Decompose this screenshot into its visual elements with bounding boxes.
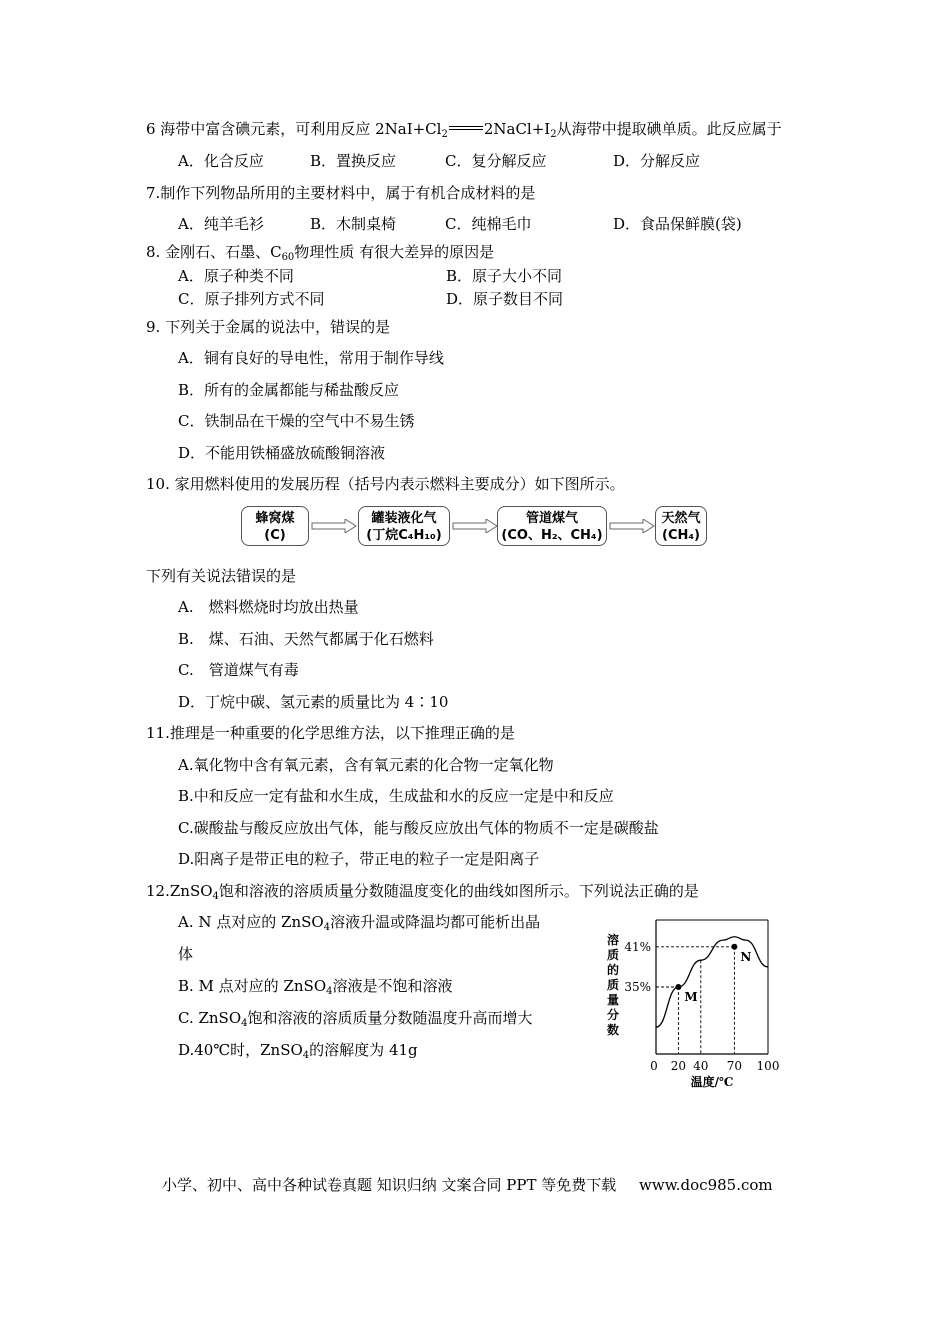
q6-option-c: C．复分解反应 xyxy=(445,152,547,170)
y-axis-label xyxy=(607,932,619,1037)
x-tick-label: 70 xyxy=(726,1059,743,1073)
flow-box-3 xyxy=(497,506,607,546)
q6-stem: 6 海带中富含碘元素，可利用反应 $2NaI+Cl_2$ $2NaCl+I_2$从海带中提取碘单质。此反应属于 xyxy=(146,120,782,140)
flow-arrow-icon xyxy=(311,519,357,533)
flow-arrow-icon xyxy=(609,519,655,533)
q6-option-b: B．置换反应 xyxy=(310,152,397,170)
q9-option-b: B．所有的金属都能与稀盐酸反应 xyxy=(178,381,400,399)
flow-formula: (C) xyxy=(264,528,286,543)
x-tick-labels xyxy=(650,1059,779,1073)
q11-option-a: A.氧化物中含有氧元素，含有氧元素的化合物一定氧化物 xyxy=(178,756,554,774)
x-tick-label: 40 xyxy=(693,1059,709,1073)
y-tick-labels xyxy=(624,940,651,994)
q10-option-b: B. 煤、石油、天然气都属于化石燃料 xyxy=(178,630,434,648)
q12-option-c: C. ZnSO$_4$饱和溶液的溶质质量分数随温度升高而增大 xyxy=(178,1009,533,1029)
y-axis-label-char: 的 xyxy=(606,963,620,977)
q10-option-c: C. 管道煤气有毒 xyxy=(178,661,299,679)
footer-url[interactable]: www.doc985.com xyxy=(639,1176,773,1194)
q9-option-d: D．不能用铁桶盛放硫酸铜溶液 xyxy=(178,444,386,462)
q7-stem: 7.制作下列物品所用的主要材料中，属于有机合成材料的是 xyxy=(146,184,536,202)
flow-formula: (CO、H₂、CH₄) xyxy=(501,528,603,543)
q8-stem: 8. 金刚石、石墨、$C_{60}$物理性质 有很大差异的原因是 xyxy=(146,243,495,263)
q7-option-a: A．纯羊毛衫 xyxy=(178,215,264,233)
flow-formula: (丁烷C₄H₁₀) xyxy=(366,528,442,543)
data-point-label-m: M xyxy=(684,990,698,1004)
x-tick-label: 100 xyxy=(756,1059,780,1073)
data-points xyxy=(675,944,751,1004)
q8-option-d: D．原子数目不同 xyxy=(446,290,564,308)
q12-option-a: A. N 点对应的 ZnSO$_4$溶液升温或降温均都可能析出晶 xyxy=(178,913,541,933)
q11-option-d: D.阳离子是带正电的粒子，带正电的粒子一定是阳离子 xyxy=(178,850,540,868)
y-axis-label-char: 分 xyxy=(606,1008,620,1022)
q11-stem: 11.推理是一种重要的化学思维方法，以下推理正确的是 xyxy=(146,724,515,742)
data-point-n xyxy=(731,944,737,950)
flow-name: 天然气 xyxy=(661,511,701,526)
flow-arrow-icon xyxy=(452,519,498,533)
q12-option-b: B. M 点对应的 ZnSO$_4$溶液是不饱和溶液 xyxy=(178,977,453,997)
flow-box-2 xyxy=(358,506,450,546)
y-axis-label-char: 溶 xyxy=(606,933,620,947)
data-point-m xyxy=(675,984,681,990)
x-tick-label: 20 xyxy=(670,1059,687,1073)
x-tick-label: 0 xyxy=(650,1059,658,1073)
x-axis-label: 温度/℃ xyxy=(690,1075,734,1089)
q8-option-a: A．原子种类不同 xyxy=(178,267,294,285)
footer xyxy=(162,1174,773,1195)
y-axis-label-char: 数 xyxy=(606,1023,620,1037)
q8-option-c: C．原子排列方式不同 xyxy=(178,290,325,308)
q11-option-b: B.中和反应一定有盐和水生成，生成盐和水的反应一定是中和反应 xyxy=(178,787,614,805)
q6-option-a: A．化合反应 xyxy=(178,152,264,170)
q6-option-d: D．分解反应 xyxy=(613,152,701,170)
flow-box-1 xyxy=(241,506,309,546)
y-tick-label: 35% xyxy=(624,980,651,994)
q12-option-d: D.40℃时，ZnSO$_4$的溶解度为 41g xyxy=(178,1041,418,1061)
q12-option-a-cont: 体 xyxy=(178,945,194,963)
q10-stem: 10. 家用燃料使用的发展历程（括号内表示燃料主要成分）如下图所示。 xyxy=(146,475,625,493)
flow-formula: (CH₄) xyxy=(662,528,700,543)
q10-option-a: A. 燃料燃烧时均放出热量 xyxy=(178,598,359,616)
equals-sign xyxy=(449,126,483,130)
q11-option-c: C.碳酸盐与酸反应放出气体，能与酸反应放出气体的物质不一定是碳酸盐 xyxy=(178,819,659,837)
q10-lead: 下列有关说法错误的是 xyxy=(146,567,297,585)
q7-option-d: D．食品保鲜膜(袋) xyxy=(613,215,742,233)
flow-name: 管道煤气 xyxy=(525,511,578,526)
solubility-chart xyxy=(596,908,796,1098)
q7-option-c: C．纯棉毛巾 xyxy=(445,215,532,233)
q12-stem: 12.ZnSO$_4$饱和溶液的溶质质量分数随温度变化的曲线如图所示。下列说法正确的是 xyxy=(146,882,699,902)
flow-name: 蜂窝煤 xyxy=(255,511,295,526)
flow-name: 罐装液化气 xyxy=(371,511,437,526)
footer-text: 小学、初中、高中各种试卷真题 知识归纳 文案合同 PPT 等免费下载 xyxy=(162,1176,617,1194)
q7-option-b: B．木制桌椅 xyxy=(310,215,397,233)
q9-stem: 9. 下列关于金属的说法中，错误的是 xyxy=(146,318,391,336)
y-axis-label-char: 质 xyxy=(606,978,620,992)
q9-option-a: A．铜有良好的导电性，常用于制作导线 xyxy=(178,349,444,367)
y-axis-label-char: 质 xyxy=(606,948,620,962)
q9-option-c: C．铁制品在干燥的空气中不易生锈 xyxy=(178,412,415,430)
q10-option-d: D．丁烷中碳、氢元素的质量比为 4∶10 xyxy=(178,693,449,711)
q8-option-b: B．原子大小不同 xyxy=(446,267,563,285)
data-point-label-n: N xyxy=(740,949,752,964)
y-tick-label: 41% xyxy=(624,939,651,954)
y-axis-label-char: 量 xyxy=(606,993,620,1007)
flow-box-4 xyxy=(655,506,707,546)
